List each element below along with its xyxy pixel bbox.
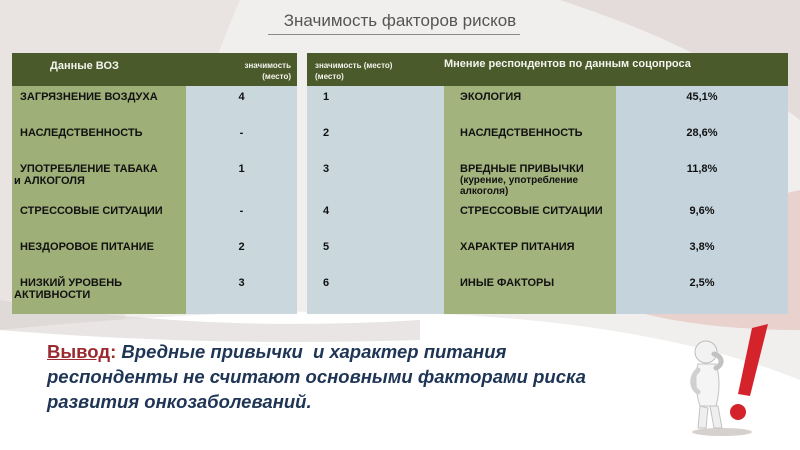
header-rank: значимость (место) (место) [307,53,444,86]
factor-rank: - [186,122,297,158]
factor-rank: - [186,200,297,236]
factor-rank: 1 [186,158,297,200]
slide-title: Значимость факторов рисков [283,11,517,30]
conclusion-text1: Вредные привычки и характер питания [116,341,507,362]
factor-rank: 2 [186,236,297,272]
survey-factor: СТРЕССОВЫЕ СИТУАЦИИ [444,200,616,236]
conclusion [47,339,667,414]
table-row [12,158,297,200]
survey-rank: 4 [307,200,444,236]
table-row [307,200,788,236]
table-row [307,158,788,200]
table-row [12,122,297,158]
survey-percent: 28,6% [616,122,788,158]
survey-factor: ХАРАКТЕР ПИТАНИЯ [444,236,616,272]
factor-rank: 4 [186,86,297,122]
survey-percent: 2,5% [616,272,788,314]
factor-rank: 3 [186,272,297,314]
factor-name-line2: АКТИВНОСТИ [14,289,91,301]
who-data-table [12,53,297,314]
survey-rank: 6 [307,272,444,314]
table-row [307,122,788,158]
factor-name-line1: УПОТРЕБЛЕНИЕ ТАБАКА [20,163,158,175]
factor-name-line2: и АЛКОГОЛЯ [14,175,85,187]
table-row [12,200,297,236]
conclusion-line2: респонденты не считают основными факторами риска [47,366,586,387]
conclusion-colon: : [110,341,117,362]
survey-factor: НАСЛЕДСТВЕННОСТЬ [444,122,616,158]
survey-factor-main: ВРЕДНЫЕ ПРИВЫЧКИ [460,163,584,175]
survey-percent: 3,8% [616,236,788,272]
table-header-row [307,53,788,86]
title-underline [268,34,520,35]
factor-name [12,158,186,200]
survey-percent: 9,6% [616,200,788,236]
survey-percent: 11,8% [616,158,788,200]
table-header-row [12,53,297,86]
table-row [307,272,788,314]
survey-rank: 5 [307,236,444,272]
table-row [12,236,297,272]
conclusion-label: Вывод [47,341,111,362]
survey-factor-sub: (курение, употребление алкоголя) [460,175,579,197]
factor-name: ЗАГРЯЗНЕНИЕ ВОЗДУХА [12,86,186,122]
survey-factor [444,158,616,200]
thinking-figure-with-exclamation-icon [676,318,788,438]
survey-rank: 1 [307,86,444,122]
factor-name: НАСЛЕДСТВЕННОСТЬ [12,122,186,158]
conclusion-line1 [47,339,667,364]
table-row [12,86,297,122]
table-row [12,272,297,314]
factor-name-line1: НИЗКИЙ УРОВЕНЬ [20,277,123,289]
survey-factor: ЭКОЛОГИЯ [444,86,616,122]
table-row [307,86,788,122]
table-row [307,236,788,272]
survey-table [307,53,788,314]
factor-name [12,272,186,314]
factor-name: СТРЕССОВЫЕ СИТУАЦИИ [12,200,186,236]
factor-name: НЕЗДОРОВОЕ ПИТАНИЕ [12,236,186,272]
header-significance: значимость (место) [186,53,297,86]
survey-factor: ИНЫЕ ФАКТОРЫ [444,272,616,314]
header-who: Данные ВОЗ [12,53,186,86]
survey-rank: 3 [307,158,444,200]
header-survey: Мнение респондентов по данным соцопроса [444,53,788,86]
conclusion-line3: развития онкозаболеваний. [47,391,312,412]
survey-rank: 2 [307,122,444,158]
survey-percent: 45,1% [616,86,788,122]
